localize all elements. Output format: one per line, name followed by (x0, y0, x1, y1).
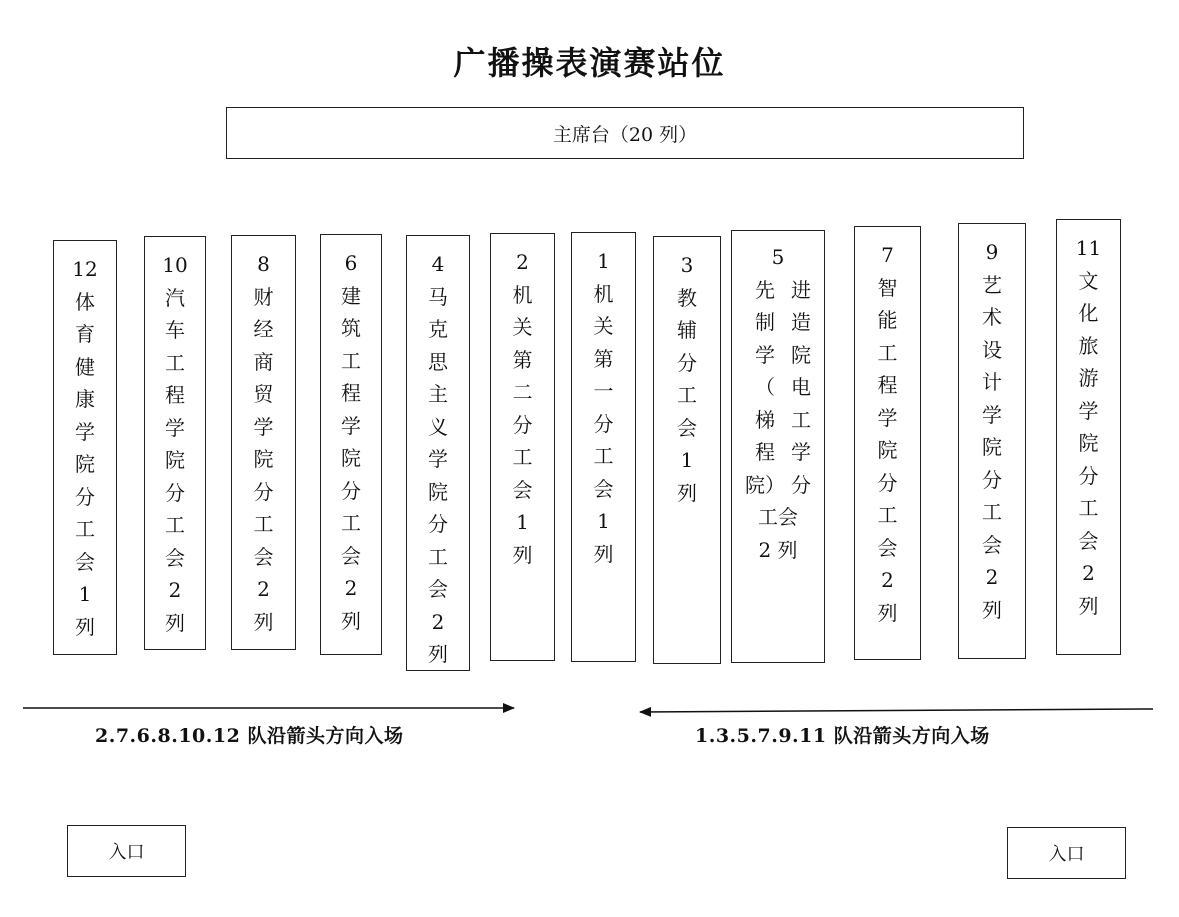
column-char: 游 (1078, 366, 1099, 390)
column-5-tail-1: 工会 (758, 505, 798, 529)
column-char: 能 (877, 308, 898, 332)
column-char: 分 (1078, 463, 1099, 488)
column-char: 1 (597, 509, 610, 533)
column-char: 关 (512, 315, 533, 339)
column-char: 会 (75, 549, 95, 574)
column-5-char: 院 (791, 342, 811, 367)
column-char: 工 (75, 517, 95, 541)
column-char: 工 (677, 383, 697, 407)
column-char: 工 (593, 444, 614, 468)
column-5-char: 进 (791, 277, 811, 302)
column-char: 思 (428, 349, 448, 374)
column-char: 一 (593, 379, 614, 403)
left-entry-note: 2.7.6.8.10.12 队沿箭头方向入场 (95, 725, 404, 747)
column-char: 院 (1078, 431, 1099, 455)
column-char: 会 (253, 544, 274, 569)
column-char: 分 (593, 411, 614, 436)
column-char: 学 (428, 447, 448, 471)
column-char: 2 (985, 565, 999, 589)
column-char: 计 (982, 370, 1002, 394)
column-char: 健 (75, 354, 95, 379)
column-char: 关 (593, 314, 614, 338)
column-char: 学 (982, 402, 1002, 427)
column-char: 列 (982, 597, 1002, 622)
column-char: 院 (75, 452, 95, 476)
column-char: 文 (1078, 268, 1099, 293)
column-char: 体 (75, 289, 95, 314)
page-title: 广播操表演赛站位 (453, 44, 726, 82)
right-entry-arrow (640, 709, 1153, 712)
column-char: 筑 (341, 316, 361, 340)
column-char: 列 (512, 542, 533, 567)
column-char: 工 (982, 500, 1002, 524)
column-char: 工 (341, 348, 361, 373)
column-char: 第 (512, 347, 533, 372)
column-char: 机 (593, 281, 614, 306)
column-5-char: 分 (791, 472, 811, 497)
column-char: 会 (428, 577, 448, 601)
column-char: 主 (428, 382, 448, 406)
column-char: 分 (428, 512, 448, 536)
column-char: 工 (512, 445, 533, 469)
column-char: 建 (341, 283, 361, 308)
column-char: 工 (1078, 496, 1099, 520)
column-char: 车 (165, 318, 185, 342)
column-char: 会 (165, 545, 185, 570)
column-char: 第 (593, 346, 614, 371)
column-number: 3 (680, 253, 694, 277)
column-char: 院 (982, 435, 1002, 459)
column-char: 院 (877, 438, 898, 462)
column-number: 8 (257, 252, 270, 276)
column-char: 列 (1078, 593, 1099, 618)
column-char: 分 (341, 478, 361, 503)
column-5-tail-2: 2 列 (758, 537, 798, 562)
column-5-char: 学 (791, 440, 811, 464)
entrance-right: 入口 (1007, 827, 1126, 879)
column-char: 分 (512, 412, 533, 437)
column-char: 财 (253, 284, 274, 309)
column-5-char: 学 (755, 342, 775, 367)
column-char: 分 (877, 470, 898, 495)
column-char: 工 (165, 513, 185, 537)
column-char: 2 (168, 578, 182, 602)
right-entry-note: 1.3.5.7.9.11 队沿箭头方向入场 (695, 725, 990, 747)
column-number: 1 (597, 249, 610, 273)
column-char: 学 (877, 405, 898, 430)
column-char: 院 (428, 479, 448, 504)
column-char: 1 (680, 448, 694, 472)
column-number: 2 (516, 250, 529, 274)
column-char: 2 (881, 568, 894, 592)
column-char: 2 (431, 609, 445, 634)
column-5-char: 程 (755, 440, 775, 464)
column-char: 2 (1082, 561, 1095, 585)
column-char: 会 (877, 535, 898, 560)
column-char: 学 (253, 414, 274, 439)
column-char: 分 (253, 479, 274, 504)
column-char: 学 (1078, 398, 1099, 423)
column-char: 工 (165, 350, 185, 375)
column-char: 二 (512, 380, 533, 404)
column-5-char: 梯 (755, 407, 775, 432)
column-char: 工 (877, 340, 898, 365)
column-char: 分 (982, 467, 1002, 492)
column-char: 工 (253, 512, 274, 536)
column-char: 教 (677, 285, 697, 310)
column-char: 旅 (1078, 333, 1099, 358)
column-char: 学 (341, 413, 361, 438)
column-5-char: 先 (755, 277, 775, 302)
column-char: 汽 (165, 285, 185, 310)
column-char: 列 (253, 609, 274, 634)
column-char: 程 (877, 373, 898, 397)
column-5-char: 院） (745, 472, 785, 497)
column-number: 4 (431, 252, 445, 276)
column-char: 列 (677, 480, 697, 505)
column-char: 1 (78, 582, 92, 606)
column-char: 2 (257, 577, 270, 601)
column-char: 2 (344, 576, 358, 600)
column-5-char: 造 (791, 310, 811, 334)
column-char: 列 (341, 608, 361, 633)
column-number: 11 (1075, 236, 1102, 260)
column-char: 商 (253, 349, 274, 374)
column-char: 院 (341, 446, 361, 470)
column-char: 会 (982, 532, 1002, 557)
column-5-char: 电 (791, 375, 811, 399)
column-char: 列 (75, 614, 95, 639)
column-number: 10 (162, 253, 188, 277)
column-char: 克 (428, 317, 448, 341)
column-number: 6 (344, 251, 358, 275)
column-char: 列 (593, 541, 614, 566)
column-char: 艺 (982, 272, 1002, 297)
column-char: 育 (75, 322, 95, 346)
column-5-number: 5 (771, 245, 785, 269)
column-char: 贸 (253, 382, 274, 406)
column-number: 7 (881, 243, 894, 267)
column-5-char: （ (755, 375, 775, 399)
column-char: 会 (677, 415, 697, 440)
column-char: 程 (341, 381, 361, 405)
column-char: 工 (341, 511, 361, 535)
column-char: 列 (877, 600, 898, 625)
column-char: 学 (165, 415, 185, 440)
column-char: 智 (877, 275, 898, 300)
column-char: 会 (1078, 528, 1099, 553)
column-char: 会 (341, 543, 361, 568)
column-char: 会 (512, 477, 533, 502)
column-char: 化 (1078, 301, 1099, 325)
column-char: 机 (512, 282, 533, 307)
column-number: 9 (985, 240, 999, 264)
column-char: 分 (165, 480, 185, 505)
column-char: 列 (428, 642, 448, 666)
column-char: 分 (75, 484, 95, 509)
column-char: 义 (428, 414, 448, 439)
column-char: 院 (165, 448, 185, 472)
column-char: 工 (428, 544, 448, 569)
column-char: 设 (982, 337, 1002, 362)
column-char: 会 (593, 476, 614, 501)
column-char: 院 (253, 447, 274, 471)
column-char: 术 (982, 305, 1002, 329)
column-5-char: 制 (755, 310, 775, 334)
entrance-left: 入口 (67, 825, 186, 877)
column-char: 学 (75, 419, 95, 444)
column-char: 1 (516, 510, 529, 534)
column-char: 经 (253, 317, 274, 341)
column-char: 分 (677, 350, 697, 375)
column-char: 列 (165, 610, 185, 635)
column-number: 12 (72, 257, 98, 281)
column-char: 康 (75, 387, 95, 411)
column-char: 程 (165, 383, 185, 407)
column-5-char: 工 (791, 407, 811, 432)
column-char: 工 (877, 503, 898, 527)
reviewing-stand: 主席台（20 列） (226, 107, 1024, 159)
column-char: 辅 (677, 318, 697, 342)
column-char: 马 (428, 284, 448, 309)
